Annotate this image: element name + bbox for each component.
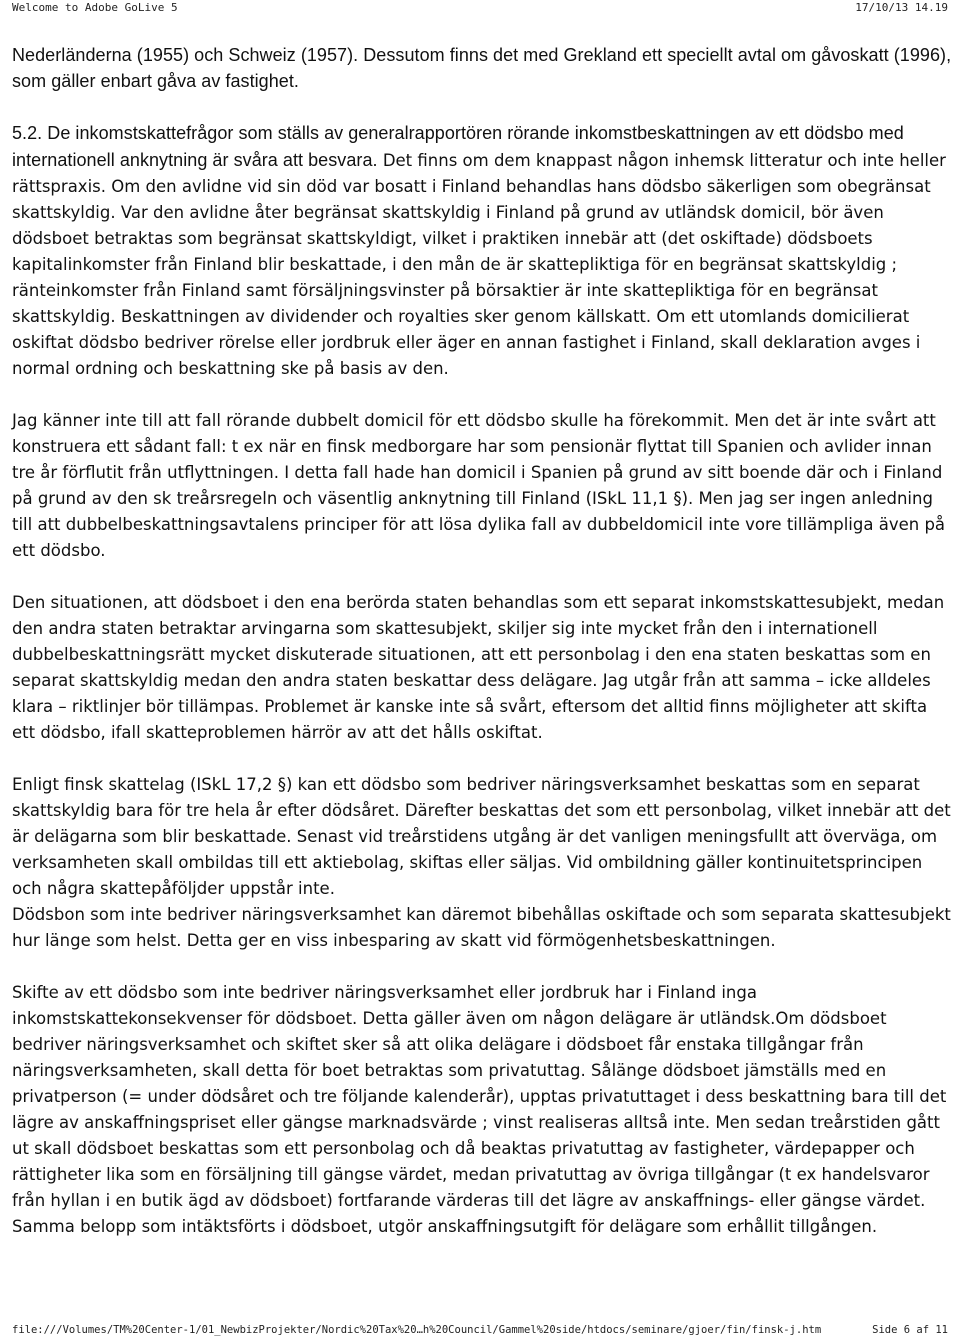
paragraph-non-business-estate: Dödsbon som inte bedriver näringsverksamhet kan däremot bibehållas oskiftade och som separata skattesubjekt hur länge som helst. Detta ger en viss inbesparing av skatt vid förmögenhetsbeskattningen. — [12, 905, 951, 950]
paragraph-treaties: Nederländerna (1955) och Schweiz (1957). Dessutom finns det med Grekland ett speciellt avtal om gåvoskatt (1996), som gäller enbart gåva av fastighet. — [12, 45, 952, 91]
page-number: Side 6 af 11 — [872, 1324, 948, 1336]
paragraph-income-tax-intro: 5.2. De inkomstskattefrågor som ställs av generalrapportören rörande inkomstbeskattningen av ett dödsbo med internationell anknytning är svåra att besvara. — [12, 123, 904, 170]
paragraph-income-tax-rest: Var den avlidne åter begränsat skattskyldig i Finland på grund av utländsk domicil, bör även dödsboet betraktas som begränsat skattskyldigt, vilket i praktiken innebär att (det oskiftade) dödsboets kapitalinkomster från Finland blir beskattade, i den mån de är skattepliktiga för en begränsat skattskyldig ; ränteinkomster från Finland samt försäljningsvinster på börsaktier är inte skattepliktiga för en begränsat skattskyldig. Beskattningen av dividender och royalties sker genom källskatt. Om ett utomlands domicilierat oskiftat dödsbo bedriver rörelse eller jordbruk eller äger en annan fastighet i Finland, skall deklaration avges i normal ordning och beskattning ske på basis av den. — [12, 203, 921, 378]
paragraph-double-domicile: Jag känner inte till att fall rörande dubbelt domicil för ett dödsbo skulle ha förekommit. Men det är inte svårt att konstruera ett sådant fall: t ex när en finsk medborgare har som pensionär flyttat till Spanien och avlider innan tre år förflutit från utflyttningen. I detta fall hade han domicil i Spanien på grund av sitt boende där och i Finland på grund av den sk treårsregeln och väsentlig anknytning till Finland (ISkL 11,1 §). Men jag ser ingen anledning till att dubbelbeskattningsavtalens principer för att lösa dylika fall av dubbeldomicil inte vore tillämpliga även på ett dödsbo. — [12, 411, 946, 560]
paragraph-income-tax-mid: Det finns om dem knappast någon inhemsk litteratur och inte heller rättspraxis. Om den avlidne vid sin död var bosatt i Finland behandlas hans dödsbo säkerligen som obegränsat skattskyldig. — [12, 151, 946, 222]
paragraph-business-estate: Enligt finsk skattelag (ISkL 17,2 §) kan ett dödsbo som bedriver näringsverksamhet beskattas som en separat skattskyldig bara för tre hela år efter dödsåret. Därefter beskattas det som ett personbolag, vilket innebär att det är delägarna som blir beskattade. Senast vid treårstidens utgång är det vanligen meningsfullt att överväga, om verksamheten skall ombildas till ett aktiebolag, skiftas eller säljas. Vid ombildning gäller kontinuitetsprincipen och några skattepåföljder uppstår inte. — [12, 775, 951, 898]
page-title: Welcome to Adobe GoLive 5 — [12, 1, 178, 14]
paragraph-income-tax — [12, 120, 952, 382]
file-path: file:///Volumes/TM%20Center-1/01_NewbizProjekter/Nordic%20Tax%20…h%20Council/Gammel%20side/htdocs/seminare/gjoer/fin/finsk-j.htm — [12, 1324, 822, 1336]
paragraph-separate-subject: Den situationen, att dödsboet i den ena berörda staten behandlas som ett separat inkomstskattesubjekt, medan den andra staten betraktar arvingarna som skattesubjekt, skiljer sig inte mycket från den i internationell dubbelbeskattningsrätt mycket diskuterade situationen, att ett personbolag i den ena staten beskattas som en separat skattskyldig medan den andra staten beskattar dess delägare. Jag utgår från att samma – icke alldeles klara – riktlinjer bör tillämpas. Problemet är kanske inte så svårt, eftersom det alltid finns möjligheter att skifta ett dödsbo, ifall skatteproblemen härrör av att det hålls oskiftat. — [12, 593, 945, 742]
print-footer — [12, 1324, 948, 1336]
print-timestamp: 17/10/13 14.19 — [855, 1, 948, 14]
print-header — [12, 1, 948, 14]
paragraph-estate-division: Skifte av ett dödsbo som inte bedriver näringsverksamhet eller jordbruk har i Finland inga inkomstskattekonsekvenser för dödsboet. Detta gäller även om någon delägare är utländsk.Om dödsboet bedriver näringsverksamhet och skiftet sker så att olika delägare i dödsboet får enstaka tillgångar från näringsverksamheten, skall detta för boet betraktas som privatuttag. Sålänge dödsboet jämställs med en privatperson (= under dödsåret och tre följande kalenderår), upptas privatuttaget i dess beskattning bara till det lägre av anskaffningspriset eller gängse marknadsvärde ; vinst realiseras alltså inte. Men sedan treårstiden gått ut skall dödsboet beskattas som ett personbolag och då beaktas privatuttag av fastigheter, värdepapper och rättigheter lika som en försäljning till gängse värdet, medan privatuttag av övriga tillgångar (t ex handelsvaror från hyllan i en butik ägd av dödsboet) fortfarande värderas till det lägre av anskaffnings- eller gängse värdet. Samma belopp som intäktsförts i dödsboet, utgör anskaffningsutgift för delägare som erhållit tillgången. — [12, 983, 947, 1236]
document-body — [12, 42, 952, 1266]
